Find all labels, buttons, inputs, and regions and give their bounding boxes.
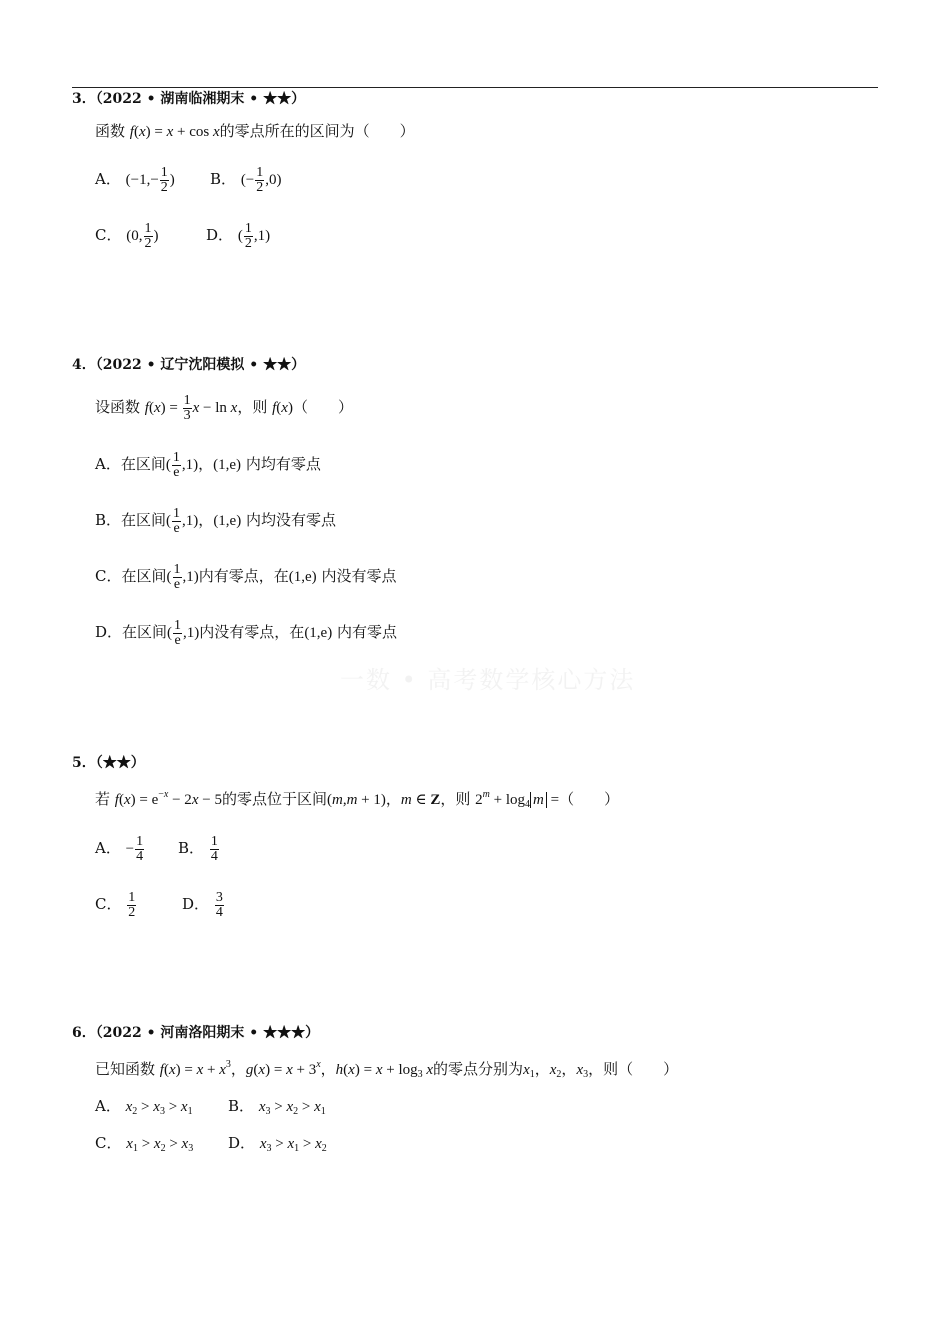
question-4 xyxy=(72,354,878,648)
question-5-option-b[interactable]: B． $\frac{1}{4}$ xyxy=(178,834,218,864)
question-6-header: 6．（2022 • 河南洛阳期末 • ★★★） xyxy=(72,1025,320,1041)
question-3-option-a[interactable]: A． (−1,− $\frac{1}{2}$ ) xyxy=(95,165,175,195)
question-4-option-c[interactable]: C．在区间( $\frac{1}{e}$ ,1)内有零点，在(1,e) 内没有零点 xyxy=(95,562,397,592)
question-5-option-c[interactable]: C． $\frac{1}{2}$ xyxy=(95,890,136,920)
question-3-header: 3．（2022 • 湖南临湘期末 • ★★） xyxy=(72,91,306,107)
question-5-header: 5．（★★） xyxy=(72,755,145,771)
question-6-option-c[interactable]: C． $x_1 > x_2 > x_3$ xyxy=(95,1134,194,1154)
question-6-stem: 已知函数 $f(x) = x + x^3$，$g(x) = x + 3^x$，$h(x) = x + \log_3 x$的零点分别为$x_1$，$x_2$，$x_3$，则（ ） xyxy=(95,1059,679,1080)
question-4-stem: 设函数 f(x) = $\frac{1}{3}$ x − ln x，则 f(x)（ ） xyxy=(95,393,353,423)
question-4-header: 4．（2022 • 辽宁沈阳模拟 • ★★） xyxy=(72,357,306,373)
question-3-stem: 函数 f(x) = x + cos x的零点所在的区间为（ ） xyxy=(95,122,415,140)
question-3-option-d[interactable]: D． ( $\frac{1}{2}$ ,1) xyxy=(206,221,271,251)
question-3-option-c[interactable]: C． (0, $\frac{1}{2}$ ) xyxy=(95,221,159,251)
question-3 xyxy=(72,88,878,251)
question-6-option-b[interactable]: B． $x_3 > x_2 > x_1$ xyxy=(228,1097,326,1117)
watermark: 一数 • 高考数学核心方法 xyxy=(340,666,636,694)
question-5-option-d[interactable]: D． $\frac{3}{4}$ xyxy=(182,890,223,920)
question-3-option-b[interactable]: B． (− $\frac{1}{2}$ ,0) xyxy=(210,165,282,195)
question-6-option-d[interactable]: D． $x_3 > x_1 > x_2$ xyxy=(228,1134,327,1154)
question-5 xyxy=(72,752,878,920)
question-6 xyxy=(72,1022,878,1154)
question-4-option-a[interactable]: A．在区间( $\frac{1}{e}$ ,1)，(1,e) 内均有零点 xyxy=(95,450,321,480)
question-5-option-a[interactable]: A． − $\frac{1}{4}$ xyxy=(95,834,144,864)
question-4-option-d[interactable]: D．在区间( $\frac{1}{e}$ ,1)内没有零点，在(1,e) 内有零点 xyxy=(95,618,398,648)
question-5-stem: 若 $f(x) = e^{-x} - 2x - 5$的零点位于区间(m,m + 1)，m ∈ Z，则 $2^m + \log_4 m$ =（ ） xyxy=(95,789,620,810)
question-4-option-b[interactable]: B．在区间( $\frac{1}{e}$ ,1)，(1,e) 内均没有零点 xyxy=(95,506,337,536)
question-6-option-a[interactable]: A． $x_2 > x_3 > x_1$ xyxy=(95,1097,193,1117)
